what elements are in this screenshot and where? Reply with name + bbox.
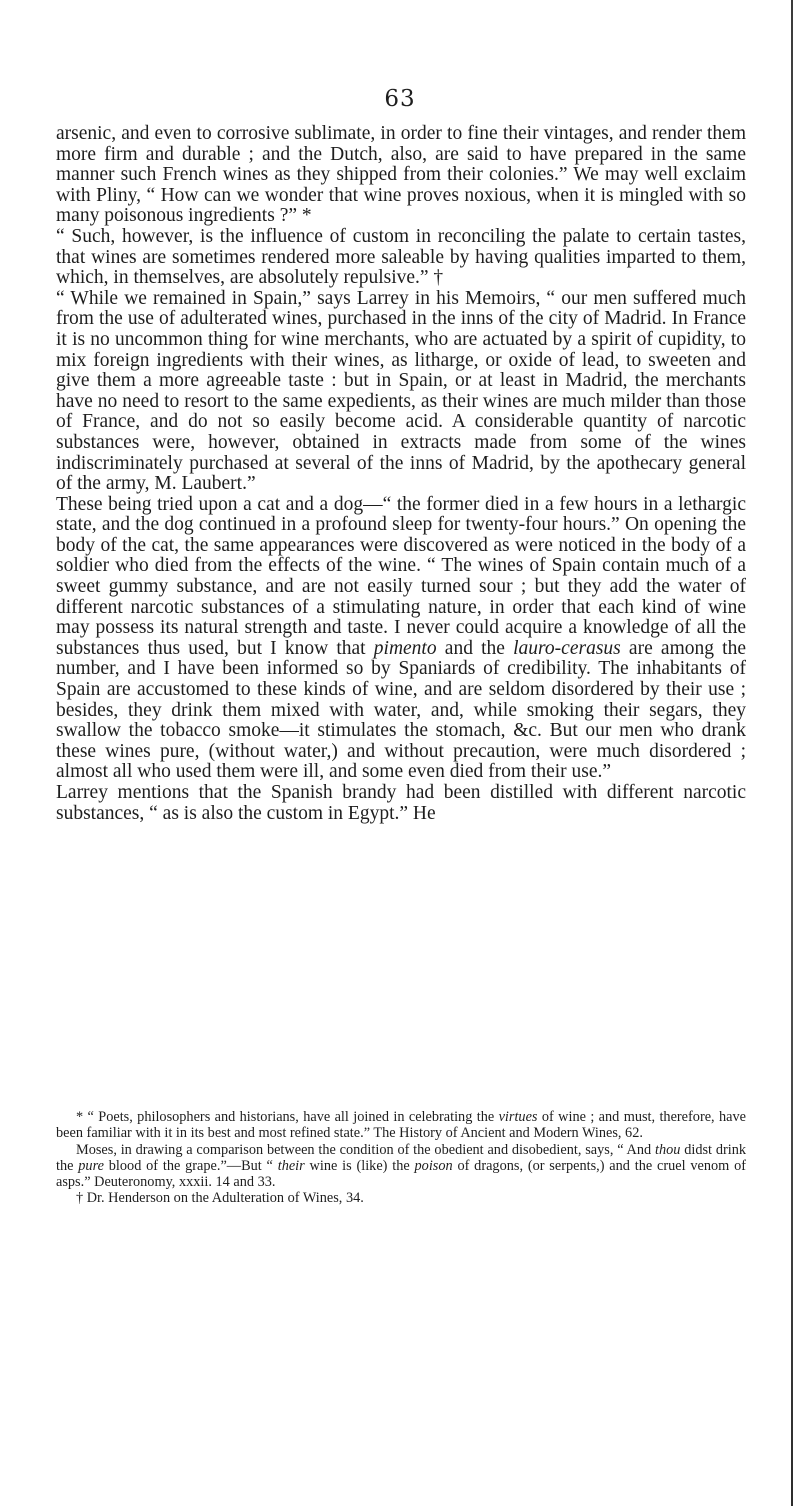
main-text: [56, 124, 746, 824]
text-run: and the: [436, 637, 514, 659]
text-run: of wine ; and must, therefore, have been familiar with it in its best and most refined state.” The History of Ancient and Modern Wines, 62.: [56, 1109, 746, 1142]
footnote: [56, 1142, 746, 1191]
text-run: wine is (like) the: [304, 1157, 415, 1174]
italic-text: virtues: [498, 1109, 538, 1125]
text-run: † Dr. Henderson on the Adulteration of Wines, 34.: [76, 1190, 364, 1207]
text-run: blood of the grape.”—But “: [103, 1157, 278, 1174]
footnote: [56, 1190, 746, 1206]
text-run: arsenic, and even to corrosive sublimate, in order to fine their vintages, and render them more firm and durable ; and the Dutch, also, are said to have prepared in the same manner such French wines as they shipped from their colonies.” We may well exclaim with Pliny, “ How can we wonder that wine proves noxious, when it is mingled with so many poisonous ingredients ?” *: [56, 123, 746, 227]
page-edge-rule: [791, 0, 793, 1506]
text-run: * “ Poets, philosophers and historians, have all joined in celebrating the: [76, 1109, 499, 1125]
paragraph: [56, 783, 746, 824]
paragraph: [56, 289, 746, 495]
footnote: [56, 1109, 746, 1142]
italic-text: thou: [654, 1141, 681, 1158]
text-run: of dragons, (or serpents,) and the cruel venom of asps.” Deuteronomy, xxxii. 14 and 33.: [56, 1157, 747, 1191]
paragraph: [56, 495, 746, 783]
text-run: Moses, in drawing a comparison between the condition of the obedient and disobedient, says, “ And: [76, 1141, 655, 1158]
text-run: Larrey mentions that the Spanish brandy had been distilled with different narcotic substances, “ as is also the custom in Egypt.” He: [56, 782, 746, 824]
italic-text: lauro-cerasus: [513, 637, 621, 659]
paragraph: [56, 227, 746, 289]
paragraph: [56, 124, 746, 227]
text-run: “ While we remained in Spain,” says Larrey in his Memoirs, “ our men suffered much from the use of adulterated wines, purchased in the inns of the city of Madrid. In France it is no uncommon thing for wine merchants, who are actuated by a spirit of cupidity, to mix foreign ingredients with their wines, as litharge, or oxide of lead, to sweeten and give them a more agreeable taste : but in Spain, or at least in Madrid, the merchants have no need to resort to the same expedients, as their wines are much milder than those of France, and do not so easily become acid. A considerable quantity of narcotic substances were, however, obtained in extracts made from some of the wines indiscriminately purchased at several of the inns of Madrid, by the apothecary general of the army, M. Laubert.”: [56, 287, 746, 495]
page-number: 63: [384, 86, 416, 112]
italic-text: their: [277, 1157, 305, 1174]
italic-text: pimento: [373, 637, 437, 659]
text-run: “ Such, however, is the influence of custom in reconciling the palate to certain tastes, that wines are sometimes rendered more saleable by having qualities imparted to them, which, in themselves, are absolutely repulsive.” †: [56, 225, 746, 289]
text-run: These being tried upon a cat and a dog—“ the former died in a few hours in a lethargic state, and the dog continued in a profound sleep for twenty-four hours.” On opening the body of the cat, the same appearances were discovered as were noticed in the body of a soldier who died from the effects of the wine. “ The wines of Spain contain much of a sweet gummy substance, and are not easily turned sour ; but they add the water of different narcotic substances of a stimulating nature, in order that each kind of wine may possess its natural strength and taste. I never could acquire a knowledge of all the substances thus used, but I know that: [56, 493, 746, 659]
italic-text: pure: [78, 1157, 104, 1174]
text-run: are among the number, and I have been informed so by Spaniards of credibility. The inhabitants of Spain are accustomed to these kinds of wine, and are seldom disordered by their use ; besides, they drink them mixed with water, and, while smoking their segars, they swallow the tobacco smoke—it stimulates the stomach, &c. But our men who drank these wines pure, (without water,) and without precaution, were much disordered ; almost all who used them were ill, and some even died from their use.”: [56, 637, 746, 783]
italic-text: poison: [414, 1157, 453, 1174]
text-run: didst drink the: [56, 1141, 746, 1174]
footnotes: [56, 1109, 746, 1207]
